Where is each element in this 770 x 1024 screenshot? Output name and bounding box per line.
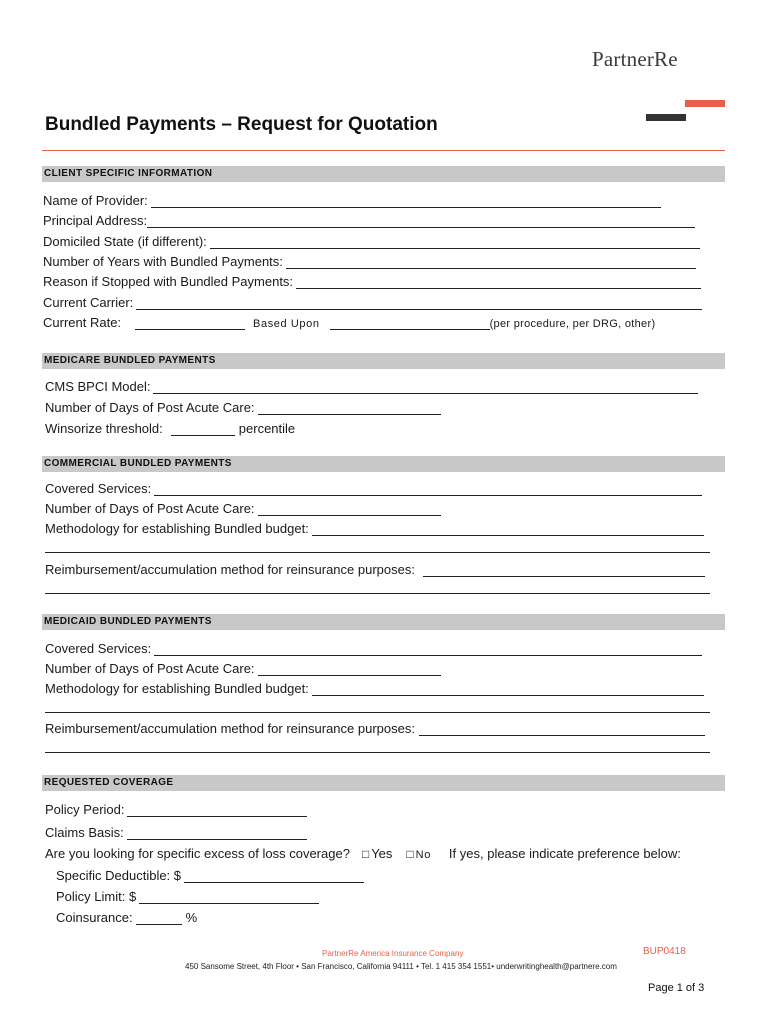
years-field[interactable] bbox=[286, 255, 696, 269]
commercial-methodology-row bbox=[45, 518, 704, 536]
cms-row bbox=[45, 376, 698, 394]
domiciled-label: Domiciled State (if different): bbox=[43, 234, 207, 249]
medicaid-covered-field[interactable] bbox=[154, 642, 702, 656]
reason-field[interactable] bbox=[296, 275, 701, 289]
percent-label: % bbox=[185, 910, 198, 925]
medicaid-methodology-field[interactable] bbox=[312, 682, 704, 696]
policy-period-field[interactable] bbox=[127, 803, 307, 817]
policy-period-label: Policy Period: bbox=[45, 802, 125, 817]
medicaid-reimbursement-field[interactable] bbox=[419, 722, 705, 736]
reason-row bbox=[43, 271, 701, 289]
claims-basis-field[interactable] bbox=[127, 826, 307, 840]
address-label: Principal Address: bbox=[43, 213, 148, 228]
commercial-methodology-label: Methodology for establishing Bundled budget: bbox=[45, 521, 309, 536]
rate-row bbox=[43, 312, 655, 330]
medicaid-methodology-continuation[interactable] bbox=[45, 712, 710, 713]
commercial-days-field[interactable] bbox=[258, 502, 441, 516]
winsorize-row bbox=[45, 418, 295, 436]
policy-period-row bbox=[45, 799, 307, 817]
medicaid-methodology-row bbox=[45, 678, 704, 696]
commercial-reimbursement-continuation[interactable] bbox=[45, 593, 710, 594]
based-upon-label: Based Upon bbox=[253, 318, 320, 330]
years-label: Number of Years with Bundled Payments: bbox=[43, 254, 283, 269]
commercial-reimbursement-field[interactable] bbox=[423, 563, 705, 577]
policy-limit-row bbox=[56, 886, 319, 904]
provider-field[interactable] bbox=[151, 194, 661, 208]
deductible-label: Specific Deductible: $ bbox=[56, 868, 182, 883]
partnerre-logo: PartnerRe bbox=[592, 47, 678, 71]
commercial-days-label: Number of Days of Post Acute Care: bbox=[45, 501, 255, 516]
rate-field[interactable] bbox=[135, 316, 245, 330]
cms-field[interactable] bbox=[153, 380, 698, 394]
rate-label: Current Rate: bbox=[43, 315, 122, 330]
medicaid-covered-row bbox=[45, 638, 702, 656]
commercial-days-row bbox=[45, 498, 441, 516]
cms-label: CMS BPCI Model: bbox=[45, 379, 151, 394]
winsorize-label: Winsorize threshold: bbox=[45, 421, 163, 436]
claims-basis-label: Claims Basis: bbox=[45, 825, 124, 840]
medicaid-covered-label: Covered Services: bbox=[45, 641, 152, 656]
coinsurance-field[interactable] bbox=[136, 911, 182, 925]
commercial-reimbursement-row bbox=[45, 559, 705, 577]
commercial-methodology-field[interactable] bbox=[312, 522, 704, 536]
provider-row bbox=[43, 190, 661, 208]
winsorize-field[interactable] bbox=[171, 422, 235, 436]
reason-label: Reason if Stopped with Bundled Payments: bbox=[43, 274, 294, 289]
excess-question-row bbox=[45, 843, 681, 861]
yes-checkbox[interactable]: □ bbox=[361, 847, 370, 861]
based-upon-field[interactable] bbox=[330, 316, 490, 330]
medicaid-methodology-label: Methodology for establishing Bundled budget: bbox=[45, 681, 309, 696]
section-heading-medicare: MEDICARE BUNDLED PAYMENTS bbox=[42, 353, 725, 369]
page-title: Bundled Payments – Request for Quotation bbox=[45, 114, 438, 135]
section-heading-commercial: COMMERCIAL BUNDLED PAYMENTS bbox=[42, 456, 725, 472]
title-divider bbox=[42, 150, 725, 151]
no-checkbox[interactable]: □ bbox=[406, 847, 414, 861]
excess-question-label: Are you looking for specific excess of loss coverage? bbox=[45, 846, 350, 861]
commercial-covered-label: Covered Services: bbox=[45, 481, 152, 496]
logo-accent-bar-orange bbox=[685, 100, 725, 107]
policy-limit-label: Policy Limit: $ bbox=[56, 889, 137, 904]
carrier-label: Current Carrier: bbox=[43, 295, 134, 310]
form-code: BUP0418 bbox=[643, 946, 686, 957]
no-label: No bbox=[415, 849, 431, 861]
coinsurance-row bbox=[56, 907, 197, 925]
domiciled-row bbox=[43, 231, 700, 249]
provider-label: Name of Provider: bbox=[43, 193, 148, 208]
medicaid-reimbursement-continuation[interactable] bbox=[45, 752, 710, 753]
medicare-days-label: Number of Days of Post Acute Care: bbox=[45, 400, 255, 415]
coinsurance-label: Coinsurance: bbox=[56, 910, 133, 925]
if-yes-label: If yes, please indicate preference below: bbox=[448, 846, 681, 861]
logo-accent-bar-dark bbox=[646, 114, 686, 121]
medicare-days-row bbox=[45, 397, 441, 415]
section-heading-coverage: REQUESTED COVERAGE bbox=[42, 775, 725, 791]
rate-suffix-label: (per procedure, per DRG, other) bbox=[489, 318, 656, 330]
medicaid-days-field[interactable] bbox=[258, 662, 441, 676]
footer-company: PartnerRe America Insurance Company bbox=[322, 949, 464, 958]
years-row bbox=[43, 251, 696, 269]
domiciled-field[interactable] bbox=[210, 235, 700, 249]
address-row bbox=[43, 210, 695, 228]
commercial-covered-field[interactable] bbox=[154, 482, 702, 496]
medicaid-days-label: Number of Days of Post Acute Care: bbox=[45, 661, 255, 676]
medicaid-reimbursement-label: Reimbursement/accumulation method for reinsurance purposes: bbox=[45, 721, 415, 736]
medicaid-reimbursement-row bbox=[45, 718, 705, 736]
page-number: Page 1 of 3 bbox=[648, 982, 705, 994]
yes-label: Yes bbox=[371, 846, 393, 861]
deductible-field[interactable] bbox=[184, 869, 364, 883]
footer-address: 450 Sansome Street, 4th Floor • San Francisco, California 94111 • Tel. 1 415 354 1551• underwritinghealth@partnere.com bbox=[185, 962, 617, 971]
section-heading-client: CLIENT SPECIFIC INFORMATION bbox=[42, 166, 725, 182]
medicaid-days-row bbox=[45, 658, 441, 676]
policy-limit-field[interactable] bbox=[139, 890, 319, 904]
claims-basis-row bbox=[45, 822, 307, 840]
deductible-row bbox=[56, 865, 364, 883]
address-field[interactable] bbox=[147, 214, 695, 228]
commercial-methodology-continuation[interactable] bbox=[45, 552, 710, 553]
carrier-row bbox=[43, 292, 702, 310]
percentile-label: percentile bbox=[238, 421, 296, 436]
commercial-covered-row bbox=[45, 478, 702, 496]
section-heading-medicaid: MEDICAID BUNDLED PAYMENTS bbox=[42, 614, 725, 630]
carrier-field[interactable] bbox=[136, 296, 702, 310]
medicare-days-field[interactable] bbox=[258, 401, 441, 415]
commercial-reimbursement-label: Reimbursement/accumulation method for reinsurance purposes: bbox=[45, 562, 415, 577]
